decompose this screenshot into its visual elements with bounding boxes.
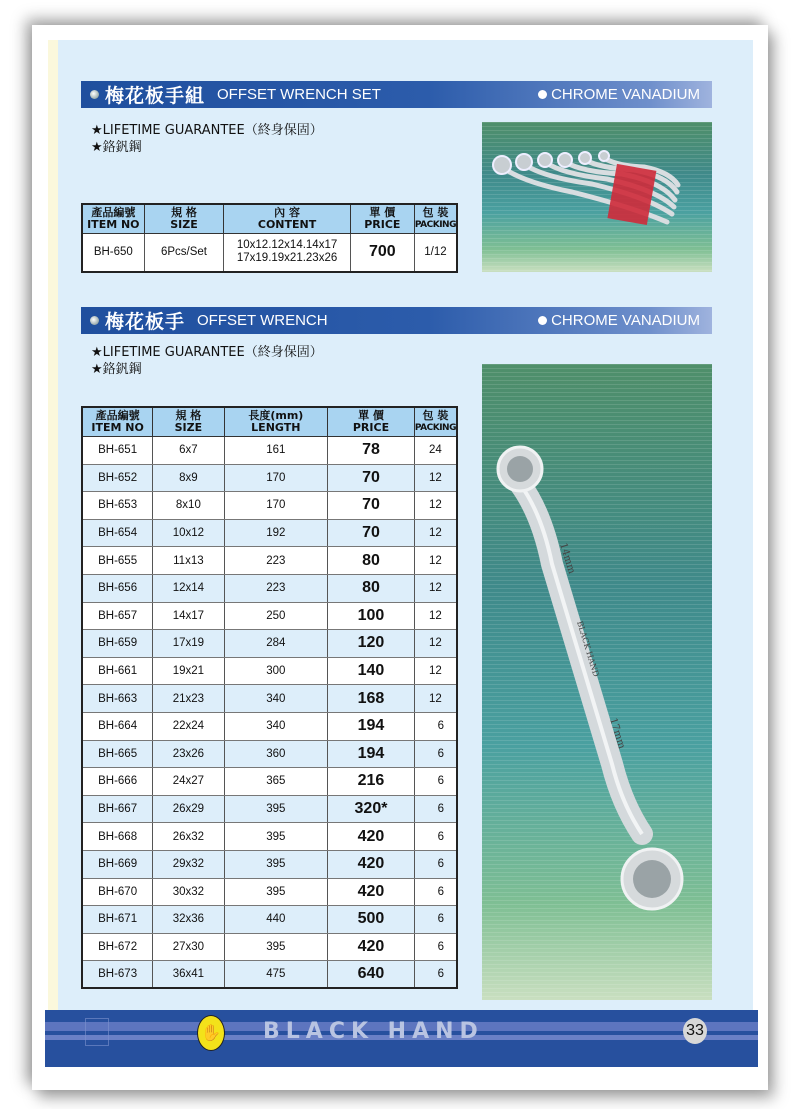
- cell-packing: 6: [414, 961, 457, 989]
- table-row: [82, 437, 457, 465]
- cell-size: 30x32: [153, 878, 224, 906]
- cell-item: BH-668: [82, 823, 153, 851]
- cell-length: 360: [224, 740, 328, 768]
- cell-price: 80: [328, 574, 415, 602]
- cell-length: 340: [224, 712, 328, 740]
- cell-length: 395: [224, 933, 328, 961]
- cell-item: BH-661: [82, 657, 153, 685]
- cell-item: BH-652: [82, 464, 153, 492]
- table-row: [82, 933, 457, 961]
- cell-price: 420: [328, 823, 415, 851]
- cell-item: BH-651: [82, 437, 153, 465]
- cell-item: BH-655: [82, 547, 153, 575]
- cell-length: 223: [224, 547, 328, 575]
- cell-length: 300: [224, 657, 328, 685]
- cell-item: BH-671: [82, 906, 153, 934]
- cell-packing: 6: [414, 795, 457, 823]
- table-row: [82, 519, 457, 547]
- cell-price: 168: [328, 685, 415, 713]
- cell-packing: 12: [414, 574, 457, 602]
- table-row: [82, 547, 457, 575]
- table-row: [82, 768, 457, 796]
- cell-price: 640: [328, 961, 415, 989]
- cell-size: 6x7: [153, 437, 224, 465]
- feature-list: [91, 122, 323, 156]
- cell-size: 8x9: [153, 464, 224, 492]
- cell-price: 140: [328, 657, 415, 685]
- decorative-square-icon: [85, 1018, 109, 1046]
- section-title-zh: 梅花板手: [105, 311, 186, 333]
- section-title-en: OFFSET WRENCH SET: [217, 86, 381, 103]
- cell-size: 21x23: [153, 685, 224, 713]
- table-header-row: 產品編號 ITEM NO 規 格 SIZE 內 容 CONTENT 單 價 PRICE 包 裝 PACKING: [82, 204, 457, 234]
- cell-length: 340: [224, 685, 328, 713]
- cell-item: BH-657: [82, 602, 153, 630]
- cell-price: 194: [328, 740, 415, 768]
- cell-size: 19x21: [153, 657, 224, 685]
- feature-item: ★鉻釩鋼: [91, 362, 142, 377]
- cell-item: BH-659: [82, 630, 153, 658]
- cell-price: 78: [328, 437, 415, 465]
- table-row: [82, 685, 457, 713]
- cell-price: 216: [328, 768, 415, 796]
- cell-size: 24x27: [153, 768, 224, 796]
- cell-price: 70: [328, 519, 415, 547]
- cell-packing: 12: [414, 547, 457, 575]
- offset-wrench-table: [81, 406, 458, 989]
- table-row: [82, 795, 457, 823]
- cell-price: 80: [328, 547, 415, 575]
- cell-packing: 6: [414, 823, 457, 851]
- cell-size: 10x12: [153, 519, 224, 547]
- section-header-wrench-set: [81, 81, 712, 108]
- table-row: [82, 630, 457, 658]
- wrench-set-table: [81, 203, 458, 273]
- cell-length: 395: [224, 823, 328, 851]
- table-row: [82, 464, 457, 492]
- cell-length: 170: [224, 492, 328, 520]
- table-row: [82, 878, 457, 906]
- cell-packing: 12: [414, 630, 457, 658]
- cell-size: 36x41: [153, 961, 224, 989]
- cell-price: 100: [328, 602, 415, 630]
- section-header-offset-wrench: [81, 307, 712, 334]
- wrench-set-photo: [482, 122, 712, 272]
- cell-size: 12x14: [153, 574, 224, 602]
- dot-icon: [538, 316, 547, 325]
- feature-item: ★LIFETIME GUARANTEE（終身保固）: [91, 345, 323, 360]
- cell-size: 29x32: [153, 850, 224, 878]
- cell-packing: 6: [414, 740, 457, 768]
- table-row: [82, 906, 457, 934]
- cell-length: 223: [224, 574, 328, 602]
- cell-length: 170: [224, 464, 328, 492]
- cell-price: 70: [328, 492, 415, 520]
- cell-size: 8x10: [153, 492, 224, 520]
- cell-length: 440: [224, 906, 328, 934]
- cell-size: 14x17: [153, 602, 224, 630]
- section-title-en: OFFSET WRENCH: [197, 312, 328, 329]
- cell-packing: 12: [414, 519, 457, 547]
- cell-packing: 12: [414, 464, 457, 492]
- cell-length: 365: [224, 768, 328, 796]
- svg-text:14mm: 14mm: [557, 541, 577, 576]
- cell-packing: 6: [414, 768, 457, 796]
- page-number: 33: [683, 1018, 707, 1044]
- cell-size: 17x19: [153, 630, 224, 658]
- dot-icon: [538, 90, 547, 99]
- wrench-set-illustration: [482, 122, 712, 272]
- cell-size: 22x24: [153, 712, 224, 740]
- cell-size: 23x26: [153, 740, 224, 768]
- left-accent-strip: [48, 40, 58, 1015]
- cell-packing: 12: [414, 685, 457, 713]
- footer-band: [45, 1010, 758, 1067]
- cell-size: 26x29: [153, 795, 224, 823]
- cell-length: 395: [224, 795, 328, 823]
- cell-price: 120: [328, 630, 415, 658]
- cell-length: 250: [224, 602, 328, 630]
- cell-length: 395: [224, 878, 328, 906]
- cell-packing: 12: [414, 657, 457, 685]
- feature-item: ★LIFETIME GUARANTEE（終身保固）: [91, 123, 323, 138]
- cell-price: 70: [328, 464, 415, 492]
- table-header-row: 產品編號 ITEM NO 規 格 SIZE 長度(mm) LENGTH 單 價 PRICE 包 裝 PACKING: [82, 407, 457, 437]
- table-row: [82, 823, 457, 851]
- cell-packing: 24: [414, 437, 457, 465]
- cell-item: BH-654: [82, 519, 153, 547]
- cell-size: 32x36: [153, 906, 224, 934]
- section-title-zh: 梅花板手組: [105, 85, 206, 107]
- bullet-icon: [90, 90, 99, 99]
- cell-length: 161: [224, 437, 328, 465]
- cell-packing: 6: [414, 933, 457, 961]
- cell-item: BH-669: [82, 850, 153, 878]
- cell-item: BH-656: [82, 574, 153, 602]
- cell-price: 500: [328, 906, 415, 934]
- cell-price: 420: [328, 878, 415, 906]
- brand-name: BLACK HAND: [263, 1019, 484, 1044]
- table-row: [82, 657, 457, 685]
- offset-wrench-photo: [482, 364, 712, 1000]
- cell-item: BH-665: [82, 740, 153, 768]
- table-row: [82, 961, 457, 989]
- cell-item: BH-664: [82, 712, 153, 740]
- cell-price: 320*: [328, 795, 415, 823]
- svg-text:17mm: 17mm: [607, 716, 627, 751]
- cell-price: 194: [328, 712, 415, 740]
- cell-item: BH-663: [82, 685, 153, 713]
- cell-packing: 6: [414, 850, 457, 878]
- feature-item: ★鉻釩鋼: [91, 140, 142, 155]
- cell-length: 284: [224, 630, 328, 658]
- bullet-icon: [90, 316, 99, 325]
- cell-size: 11x13: [153, 547, 224, 575]
- cell-length: 395: [224, 850, 328, 878]
- cell-packing: 6: [414, 878, 457, 906]
- table-row: [82, 850, 457, 878]
- material-label: CHROME VANADIUM: [538, 312, 700, 329]
- table-row: [82, 712, 457, 740]
- table-row: [82, 574, 457, 602]
- svg-text:BLACK HAND: BLACK HAND: [575, 619, 601, 678]
- offset-wrench-illustration: [482, 364, 712, 1000]
- material-label: CHROME VANADIUM: [538, 86, 700, 103]
- cell-item: BH-666: [82, 768, 153, 796]
- cell-length: 475: [224, 961, 328, 989]
- cell-item: BH-670: [82, 878, 153, 906]
- cell-size: 26x32: [153, 823, 224, 851]
- cell-packing: 6: [414, 712, 457, 740]
- cell-packing: 12: [414, 492, 457, 520]
- cell-item: BH-653: [82, 492, 153, 520]
- cell-item: BH-673: [82, 961, 153, 989]
- cell-item: BH-667: [82, 795, 153, 823]
- cell-size: 27x30: [153, 933, 224, 961]
- table-row: BH-650 6Pcs/Set 10x12.12x14.14x17 17x19.19x21.23x26 700 1/12: [82, 234, 457, 272]
- feature-list: [91, 344, 323, 378]
- cell-price: 420: [328, 850, 415, 878]
- cell-length: 192: [224, 519, 328, 547]
- black-hand-logo-icon: ✋: [197, 1015, 225, 1051]
- cell-packing: 6: [414, 906, 457, 934]
- cell-packing: 12: [414, 602, 457, 630]
- table-row: [82, 492, 457, 520]
- cell-price: 420: [328, 933, 415, 961]
- table-row: [82, 740, 457, 768]
- cell-item: BH-672: [82, 933, 153, 961]
- table-row: [82, 602, 457, 630]
